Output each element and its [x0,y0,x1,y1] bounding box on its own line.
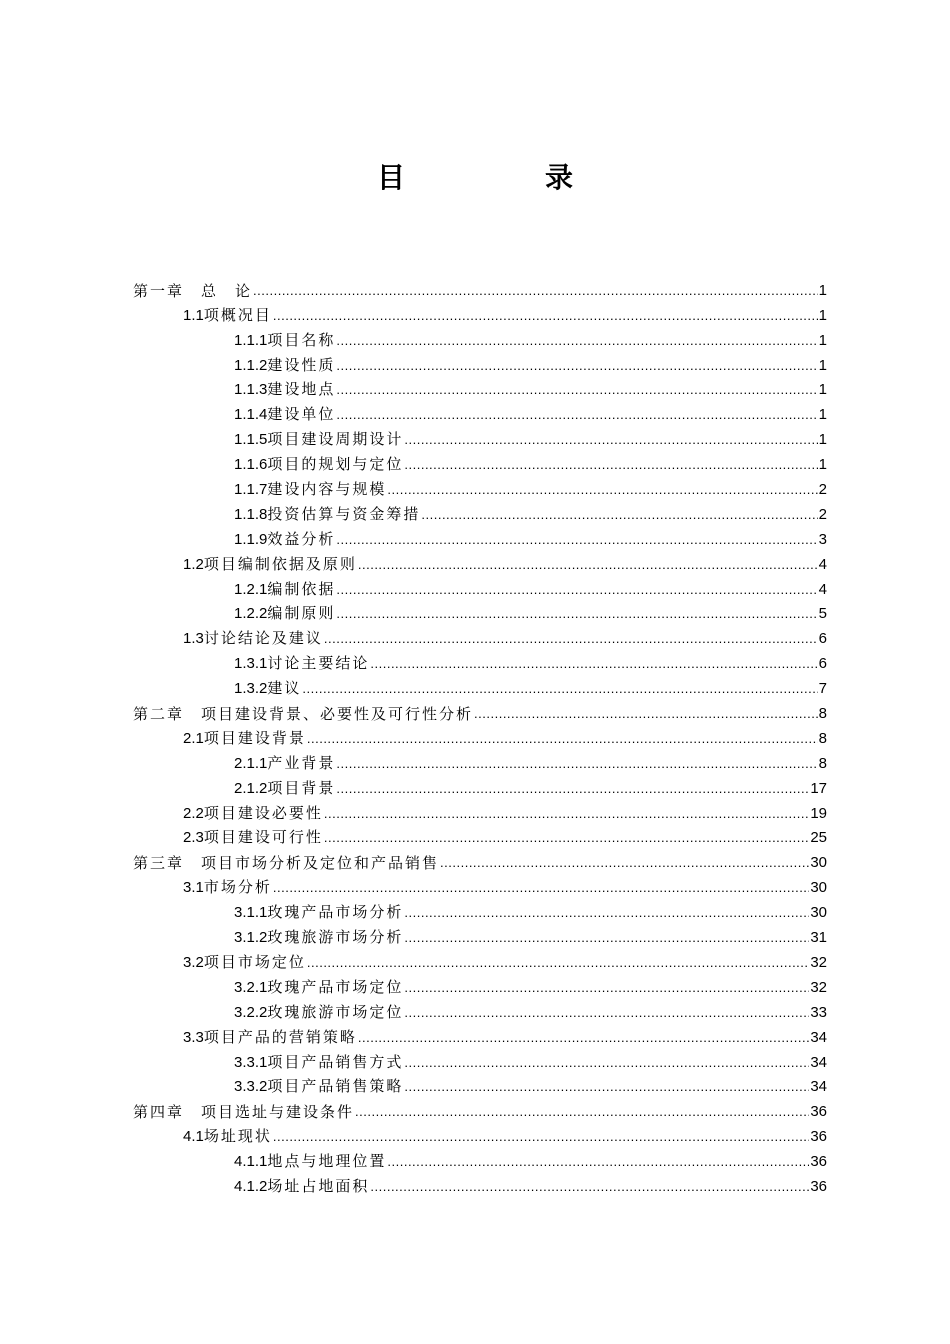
toc-entry-number: 3.3 [183,1028,204,1046]
toc-entry[interactable] [133,351,827,376]
toc-entry-number: 3.3.1 [234,1053,268,1071]
toc-entry-label [234,927,403,948]
toc-entry[interactable] [133,1147,827,1172]
toc-dot-leader [404,1053,809,1073]
toc-dot-leader [336,580,817,600]
toc-dot-leader [404,978,809,998]
toc-entry-number: 3.3.2 [234,1078,268,1096]
toc-page-number: 1 [818,331,827,349]
toc-dot-leader [273,306,818,326]
toc-page-number: 25 [810,829,827,847]
toc-dot-leader [370,654,817,674]
toc-entry-text: 场址占地面积 [267,1176,370,1195]
toc-entry-text: 项目建设周期设计 [267,430,404,449]
toc-entry-text: 建设地点 [267,380,336,399]
toc-page-number: 34 [810,1078,827,1096]
toc-entry[interactable] [133,848,827,873]
toc-dot-leader [273,1127,809,1147]
toc-entry-number: 1.1.1 [234,331,268,349]
toc-entry-number: 1.1.4 [234,406,268,424]
toc-entry[interactable] [133,873,827,898]
toc-page-number: 34 [810,1028,827,1046]
toc-entry-label [234,355,335,376]
toc-entry-number: 1.1.9 [234,530,268,548]
toc-entry-text: 市场分析 [203,878,272,897]
toc-entry-label [234,429,403,450]
toc-entry-text: 项目建设背景 [203,728,306,747]
toc-page-number: 8 [818,729,827,747]
toc-dot-leader [474,704,818,724]
toc-entry[interactable] [133,326,827,351]
toc-entry-number: 1.3 [183,630,204,648]
toc-dot-leader [355,1102,809,1122]
toc-entry-number: 3.2 [183,953,204,971]
toc-entry[interactable] [133,923,827,948]
toc-entry[interactable] [133,450,827,475]
toc-entry-label [234,653,369,674]
toc-entry-text: 项目市场分析及定位和产品销售 [184,854,440,873]
toc-entry-text: 总 论 [184,281,253,300]
toc-entry[interactable] [133,948,827,973]
toc-dot-leader [324,828,809,848]
toc-entry-label [234,479,386,500]
toc-entry-number: 3.1.2 [234,929,268,947]
toc-page-number: 1 [818,281,827,299]
toc-page-number: 2 [818,505,827,523]
toc-dot-leader [336,754,817,774]
toc-page-number: 30 [810,904,827,922]
toc-entry-label [183,305,272,326]
toc-entry-number: 3.2.2 [234,1003,268,1021]
toc-entry-number: 第三章 [133,854,185,873]
toc-entry-text: 讨论结论及建议 [203,629,323,648]
toc-dot-leader [336,779,809,799]
toc-entry-label [234,379,335,400]
toc-entry[interactable] [133,973,827,998]
toc-entry-label [133,281,252,301]
toc-entry-number: 4.1.1 [234,1153,268,1171]
toc-dot-leader [302,679,817,699]
toc-dot-leader [307,953,809,973]
toc-dot-leader [358,1028,809,1048]
toc-page-number: 6 [818,655,827,673]
toc-entry-label [234,504,420,525]
toc-entry-number: 2.1.2 [234,779,268,797]
toc-dot-leader [336,405,817,425]
toc-entry-text: 项目产品的营销策略 [203,1027,357,1046]
toc-page-number: 1 [818,356,827,374]
toc-entry-label [234,579,335,600]
toc-page-number: 36 [810,1153,827,1171]
toc-list [133,276,827,1197]
toc-entry-label [234,330,335,351]
toc-entry[interactable] [133,649,827,674]
toc-dot-leader [336,331,817,351]
toc-entry-label [183,1027,357,1048]
toc-entry[interactable] [133,276,827,301]
toc-dot-leader [336,530,817,550]
toc-entry-label [183,728,306,749]
toc-dot-leader [387,1152,809,1172]
toc-entry-number: 1.1.6 [234,456,268,474]
toc-entry-text: 玫瑰旅游市场分析 [267,928,404,947]
toc-entry[interactable] [133,1172,827,1197]
toc-entry[interactable] [133,1073,827,1098]
toc-dot-leader [273,878,809,898]
toc-entry-label [234,977,403,998]
toc-page-number: 4 [818,580,827,598]
toc-dot-leader [440,853,809,873]
toc-entry[interactable] [133,1048,827,1073]
toc-entry-label [234,454,403,475]
toc-dot-leader [336,356,817,376]
toc-page-number: 4 [818,555,827,573]
toc-entry-label [234,603,335,624]
toc-entry-label [183,554,357,575]
toc-dot-leader [404,903,809,923]
toc-page-number: 36 [810,1128,827,1146]
toc-entry-label [234,404,335,425]
toc-page-number: 7 [818,680,827,698]
toc-entry-text: 项目名称 [267,330,336,349]
toc-entry[interactable] [133,400,827,425]
toc-entry-label [183,877,272,898]
toc-entry-number: 3.1 [183,879,204,897]
toc-entry-text: 项概况目 [203,305,272,324]
toc-dot-leader [404,430,817,450]
toc-dot-leader [336,604,817,624]
toc-entry-number: 1.1.7 [234,481,268,499]
toc-entry-number: 2.2 [183,804,204,822]
toc-entry-label [183,628,323,649]
toc-entry[interactable] [133,824,827,849]
toc-entry-number: 1.1.2 [234,356,268,374]
toc-entry-label [234,1052,403,1073]
toc-entry-text: 产业背景 [267,753,336,772]
toc-entry-text: 效益分析 [267,529,336,548]
toc-entry-label [133,704,473,724]
toc-entry-text: 项目背景 [267,778,336,797]
toc-entry-text: 编制依据 [267,579,336,598]
toc-entry-text: 玫瑰产品市场定位 [267,977,404,996]
toc-entry-text: 玫瑰产品市场分析 [267,903,404,922]
toc-entry-text: 项目建设可行性 [203,828,323,847]
toc-dot-leader [421,505,817,525]
toc-entry-label [234,529,335,550]
toc-entry-number: 3.1.1 [234,904,268,922]
toc-page-number: 1 [818,381,827,399]
toc-entry-text: 建设内容与规模 [267,480,387,499]
toc-entry-text: 建议 [267,679,302,698]
toc-dot-leader [358,555,818,575]
toc-page-number: 30 [810,854,827,872]
toc-page-number: 32 [810,953,827,971]
toc-entry[interactable] [133,674,827,699]
toc-entry-label [183,827,323,848]
toc-entry[interactable] [133,774,827,799]
toc-entry-number: 2.1 [183,729,204,747]
toc-page-number: 19 [810,804,827,822]
toc-entry-number: 2.1.1 [234,754,268,772]
toc-entry-number: 1.1.5 [234,431,268,449]
toc-entry[interactable] [133,550,827,575]
toc-title: 目 录 [376,161,629,194]
toc-page-number: 5 [818,605,827,623]
toc-entry-label [183,952,306,973]
toc-entry-text: 编制原则 [267,604,336,623]
toc-page-number: 30 [810,879,827,897]
toc-entry-label [183,803,323,824]
toc-entry-text: 项目产品销售方式 [267,1052,404,1071]
toc-page-number: 6 [818,630,827,648]
toc-page-number: 34 [810,1053,827,1071]
toc-entry-number: 1.3.2 [234,680,268,698]
toc-entry-label [234,778,335,799]
toc-entry-number: 4.1.2 [234,1177,268,1195]
toc-entry-text: 建设单位 [267,405,336,424]
toc-dot-leader [370,1177,809,1197]
toc-entry-text: 玫瑰旅游市场定位 [267,1002,404,1021]
toc-entry-number: 4.1 [183,1128,204,1146]
toc-entry-text: 项目市场定位 [203,952,306,971]
toc-dot-leader [404,455,817,475]
toc-entry-text: 场址现状 [203,1127,272,1146]
toc-entry[interactable] [133,475,827,500]
toc-entry-label [234,1151,386,1172]
toc-entry-label [234,678,301,699]
toc-entry[interactable] [133,525,827,550]
toc-entry[interactable] [133,998,827,1023]
toc-entry-text: 项目产品销售策略 [267,1077,404,1096]
toc-dot-leader [324,629,818,649]
toc-entry-number: 1.2.1 [234,580,268,598]
toc-entry-label [234,753,335,774]
toc-entry-number: 第四章 [133,1103,185,1122]
toc-entry-text: 项目建设必要性 [203,803,323,822]
toc-entry-number: 1.1.3 [234,381,268,399]
toc-entry-text: 讨论主要结论 [267,654,370,673]
toc-entry-text: 项目建设背景、必要性及可行性分析 [184,705,474,724]
toc-dot-leader [253,281,818,301]
toc-entry-text: 项目选址与建设条件 [184,1103,355,1122]
toc-entry-text: 项目的规划与定位 [267,455,404,474]
toc-dot-leader [336,380,817,400]
toc-entry-number: 2.3 [183,829,204,847]
toc-dot-leader [387,480,817,500]
toc-entry-label [234,1002,403,1023]
toc-entry-number: 第二章 [133,705,185,724]
toc-entry-text: 投资估算与资金筹措 [267,504,421,523]
toc-entry[interactable] [133,600,827,625]
toc-entry-label [234,1176,369,1197]
toc-dot-leader [404,1003,809,1023]
toc-entry[interactable] [133,301,827,326]
toc-entry[interactable] [133,1023,827,1048]
toc-entry-label [133,1102,354,1122]
toc-entry-number: 1.1 [183,306,204,324]
toc-page-number: 3 [818,530,827,548]
toc-entry-number: 3.2.1 [234,978,268,996]
toc-entry[interactable] [133,624,827,649]
toc-entry-number: 1.2.2 [234,605,268,623]
toc-dot-leader [307,729,818,749]
toc-entry-label [133,853,439,873]
toc-entry[interactable] [133,425,827,450]
toc-page-number: 36 [810,1177,827,1195]
toc-page-number: 17 [810,779,827,797]
toc-page-number: 1 [818,406,827,424]
toc-page-number: 1 [818,431,827,449]
toc-entry[interactable] [133,749,827,774]
toc-entry-number: 1.2 [183,555,204,573]
toc-page-number: 2 [818,481,827,499]
toc-entry-number: 1.1.8 [234,505,268,523]
toc-entry[interactable] [133,724,827,749]
toc-page-number: 32 [810,978,827,996]
toc-dot-leader [404,928,809,948]
toc-entry-label [183,1126,272,1147]
toc-page-number: 8 [818,754,827,772]
toc-entry[interactable] [133,575,827,600]
toc-page-number: 1 [818,456,827,474]
toc-page-number: 1 [818,306,827,324]
toc-dot-leader [324,804,809,824]
toc-entry[interactable] [133,898,827,923]
toc-entry[interactable] [133,699,827,724]
toc-entry-text: 建设性质 [267,355,336,374]
toc-page-number: 31 [810,929,827,947]
toc-page-number: 33 [810,1003,827,1021]
toc-page-number: 8 [818,705,827,723]
toc-entry[interactable] [133,1097,827,1122]
toc-dot-leader [404,1077,809,1097]
toc-entry-label [234,902,403,923]
toc-entry-number: 1.3.1 [234,655,268,673]
toc-entry-number: 第一章 [133,281,185,300]
toc-entry[interactable] [133,1122,827,1147]
toc-page-number: 36 [810,1103,827,1121]
toc-entry[interactable] [133,500,827,525]
toc-entry[interactable] [133,799,827,824]
toc-entry-label [234,1076,403,1097]
toc-entry-text: 地点与地理位置 [267,1152,387,1171]
toc-entry[interactable] [133,376,827,401]
toc-entry-text: 项目编制依据及原则 [203,554,357,573]
